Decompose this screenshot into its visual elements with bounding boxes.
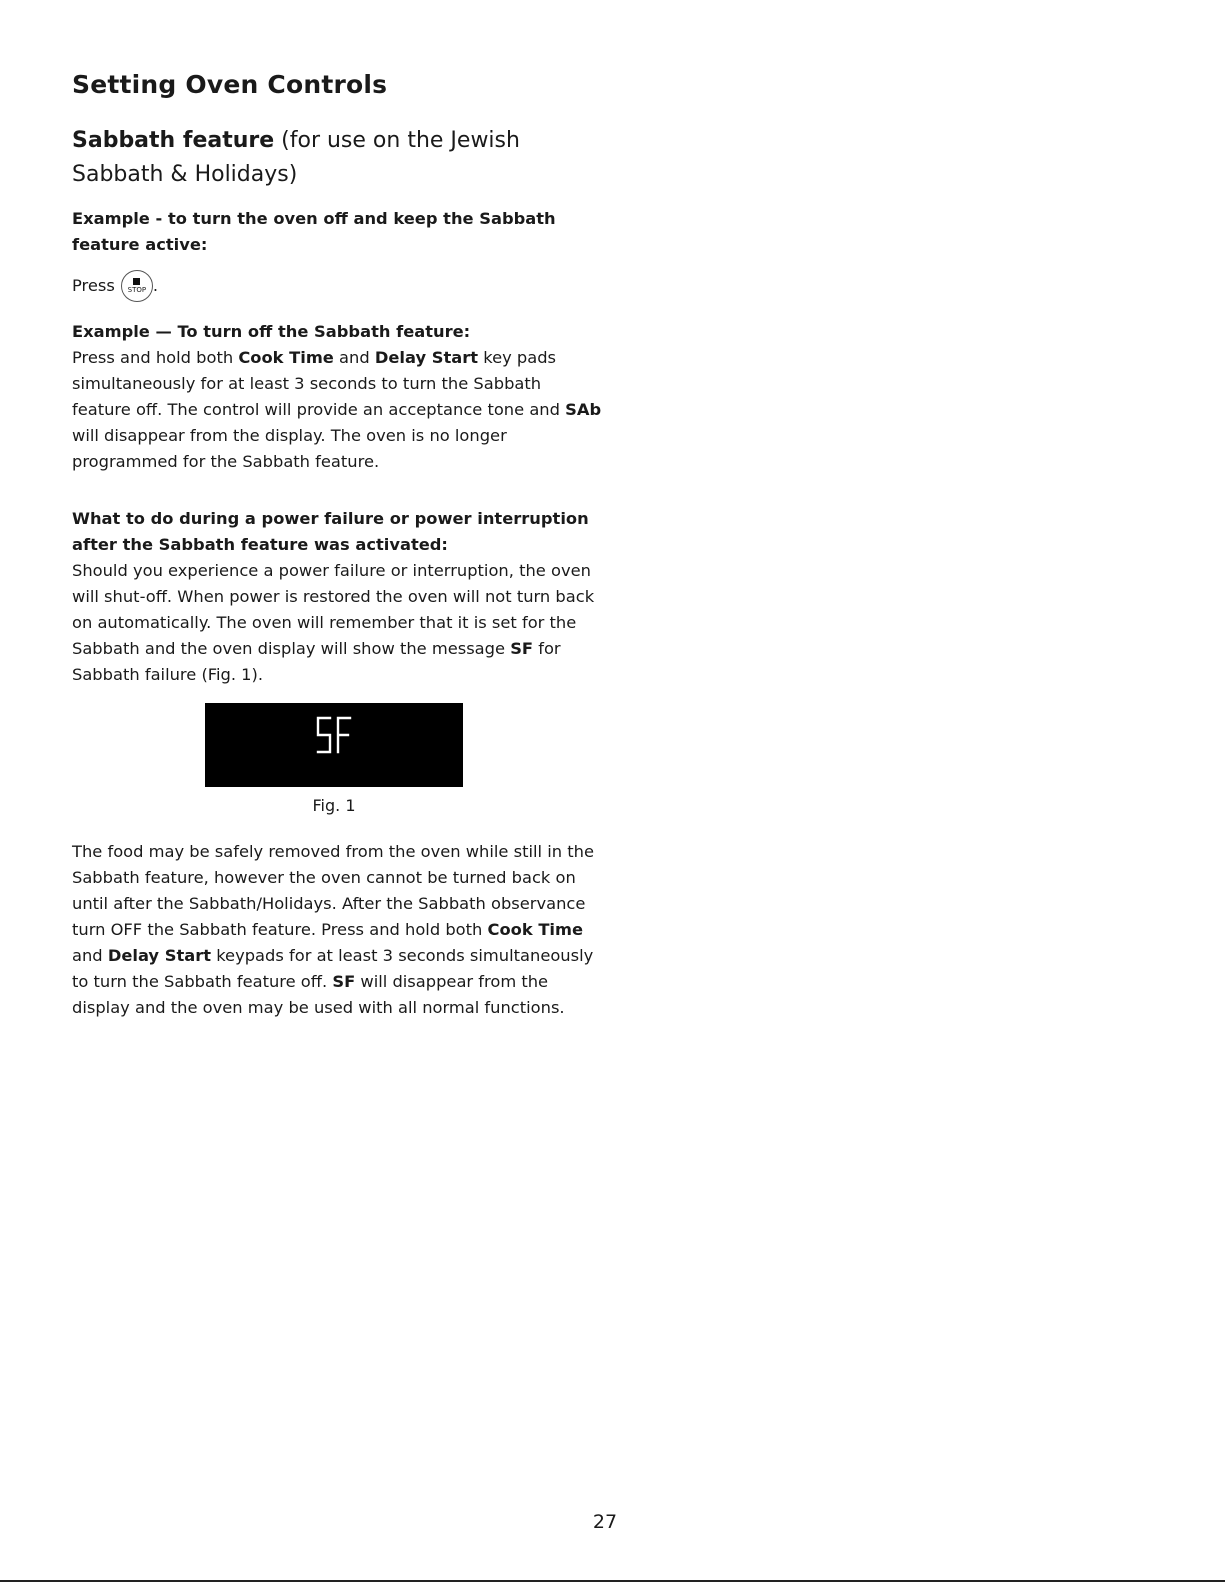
press-stop-line — [72, 270, 602, 302]
bottom-rule — [0, 1580, 1225, 1582]
example-keep-active — [72, 206, 602, 258]
example-turn-off — [72, 319, 602, 475]
page-title: Setting Oven Controls — [72, 70, 388, 99]
press-label: Press — [72, 276, 115, 295]
page-number: 27 — [592, 1511, 618, 1533]
oven-display-figure — [205, 703, 463, 787]
power-failure-body: Should you experience a power failure or interruption, the oven will shut-off. When power is restored the oven will not turn back on automatically. The oven will remember that it is set for the Sabbath and the oven display will show the message SF for Sabbath failure (Fig. 1). — [72, 561, 595, 684]
cook-time-key-text: Cook Time — [487, 920, 584, 939]
sf-message-text: SF — [510, 639, 534, 658]
example-turn-off-heading: Example — To turn off the Sabbath feature: — [72, 322, 471, 341]
section-heading — [72, 124, 602, 192]
delay-start-key-text: Delay Start — [374, 348, 479, 367]
seven-segment-sf-readout — [314, 715, 354, 759]
example-turn-off-body: Press and hold both Cook Time and Delay Start key pads simultaneously for at least 3 seconds to turn the Sabbath feature off. The control will provide an acceptance tone and SAb will disappear from the display. The oven is no longer programmed for the Sabbath feature. — [72, 348, 602, 471]
power-failure-section — [72, 506, 602, 688]
closing-paragraph — [72, 839, 602, 1021]
stop-square-icon — [133, 278, 140, 285]
stop-key-label: STOP — [127, 286, 147, 294]
delay-start-key-text: Delay Start — [107, 946, 212, 965]
cook-time-key-text: Cook Time — [238, 348, 334, 367]
power-failure-heading: What to do during a power failure or power interruption after the Sabbath feature was activated: — [72, 509, 589, 554]
section-heading-bold: Sabbath feature — [72, 128, 275, 153]
closing-body: The food may be safely removed from the oven while still in the Sabbath feature, however the oven cannot be turned back on until after the Sabbath/Holidays. After the Sabbath observance turn OFF the Sabbath feature. Press and hold both Cook Time and Delay Start keypads for at least 3 seconds simultaneously to turn the Sabbath feature off. SF will disappear from the display and the oven may be used with all normal functions. — [72, 842, 594, 1017]
stop-key-icon — [121, 270, 153, 302]
figure-caption: Fig. 1 — [312, 796, 356, 815]
sab-display-text: SAb — [565, 400, 602, 419]
example-keep-active-heading: Example - to turn the oven off and keep the Sabbath feature active: — [72, 209, 556, 254]
press-period: . — [152, 276, 159, 295]
section-heading-rest: (for use on the Jewish Sabbath & Holidays) — [72, 128, 520, 187]
sf-display-text: SF — [332, 972, 356, 991]
